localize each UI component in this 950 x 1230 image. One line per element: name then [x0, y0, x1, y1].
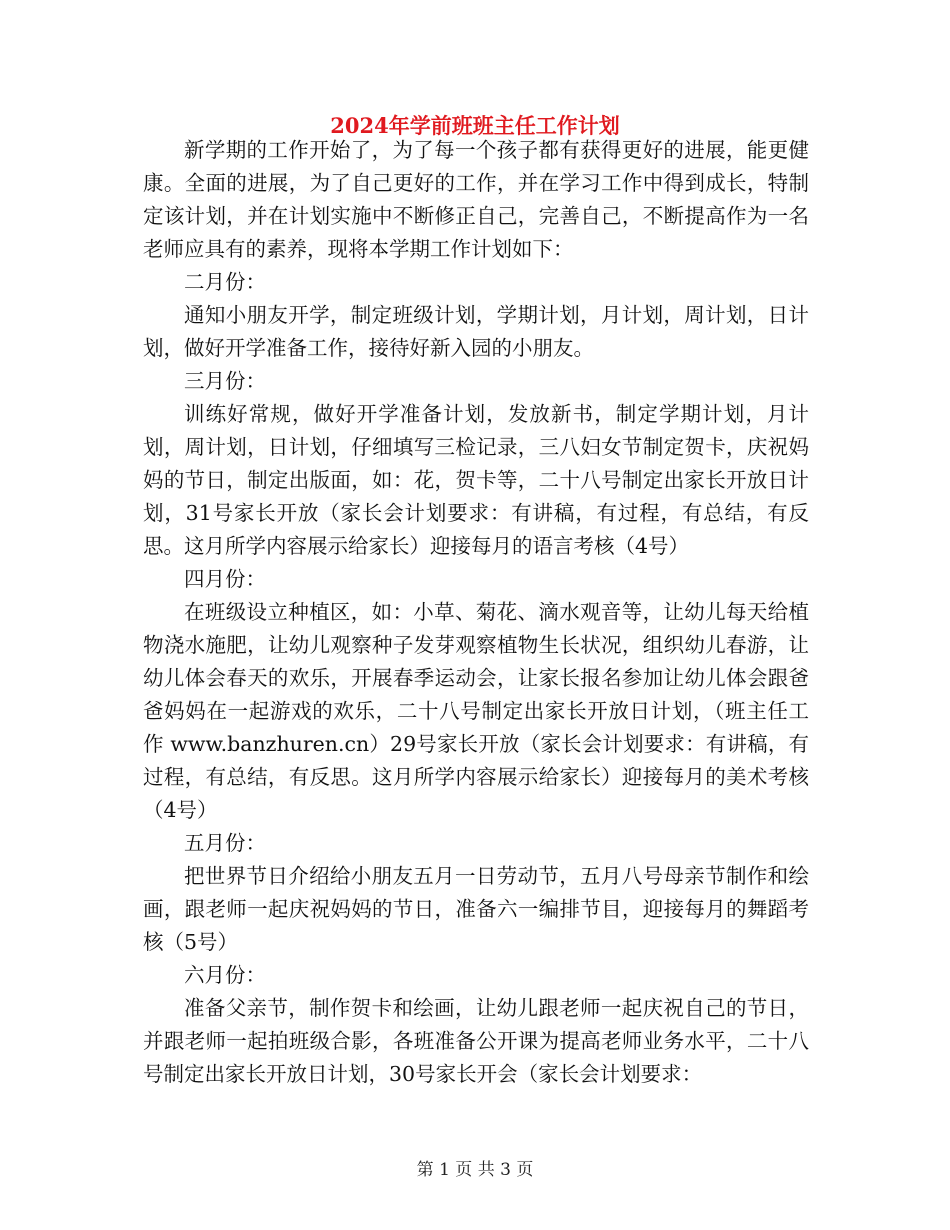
document-body [143, 134, 809, 1091]
june-paragraph: 准备父亲节，制作贺卡和绘画，让幼儿跟老师一起庆祝自己的节日，并跟老师一起拍班级合影，各班准备公开课为提高老师业务水平，二十八号制定出家长开放日计划，30号家长开会（家长会计划要求： [143, 996, 809, 1086]
section-heading-april: 四月份： [184, 567, 266, 591]
march-paragraph: 训练好常规，做好开学准备计划，发放新书，制定学期计划，月计划，周计划，日计划，仔细填写三检记录，三八妇女节制定贺卡，庆祝妈妈的节日，制定出版面，如：花，贺卡等，二十八号制定出家长开放日计划，31号家长开放（家长会计划要求：有讲稿，有过程，有总结，有反思。这月所学内容展示给家长）迎接每月的语言考核（4号） [143, 402, 809, 558]
april-paragraph: 在班级设立种植区，如：小草、菊花、滴水观音等，让幼儿每天给植物浇水施肥，让幼儿观察种子发芽观察植物生长状况，组织幼儿春游，让幼儿体会春天的欢乐，开展春季运动会，让家长报名参加让幼儿体会跟爸爸妈妈在一起游戏的欢乐，二十八号制定出家长开放日计划，（班主任工作 www.banzhuren.cn）29号家长开放（家长会计划要求：有讲稿，有过程，有总结，有反思。这月所学内容展示给家长）迎接每月的美术考核（4号） [143, 600, 809, 822]
section-heading-june: 六月份： [184, 963, 266, 987]
page-footer: 第 1 页 共 3 页 [416, 1160, 534, 1180]
may-paragraph: 把世界节日介绍给小朋友五月一日劳动节，五月八号母亲节制作和绘画，跟老师一起庆祝妈妈的节日，准备六一编排节目，迎接每月的舞蹈考核（5号） [143, 864, 809, 954]
document-title: 2024年学前班班主任工作计划 [330, 113, 620, 138]
section-heading-march: 三月份： [184, 369, 266, 393]
section-heading-february: 二月份： [184, 270, 266, 294]
section-heading-may: 五月份： [184, 831, 266, 855]
february-paragraph: 通知小朋友开学，制定班级计划，学期计划，月计划，周计划，日计划，做好开学准备工作，接待好新入园的小朋友。 [143, 303, 809, 360]
intro-paragraph: 新学期的工作开始了，为了每一个孩子都有获得更好的进展，能更健康。全面的进展，为了自己更好的工作，并在学习工作中得到成长，特制定该计划，并在计划实施中不断修正自己，完善自己，不断提高作为一名老师应具有的素养，现将本学期工作计划如下： [143, 138, 809, 261]
